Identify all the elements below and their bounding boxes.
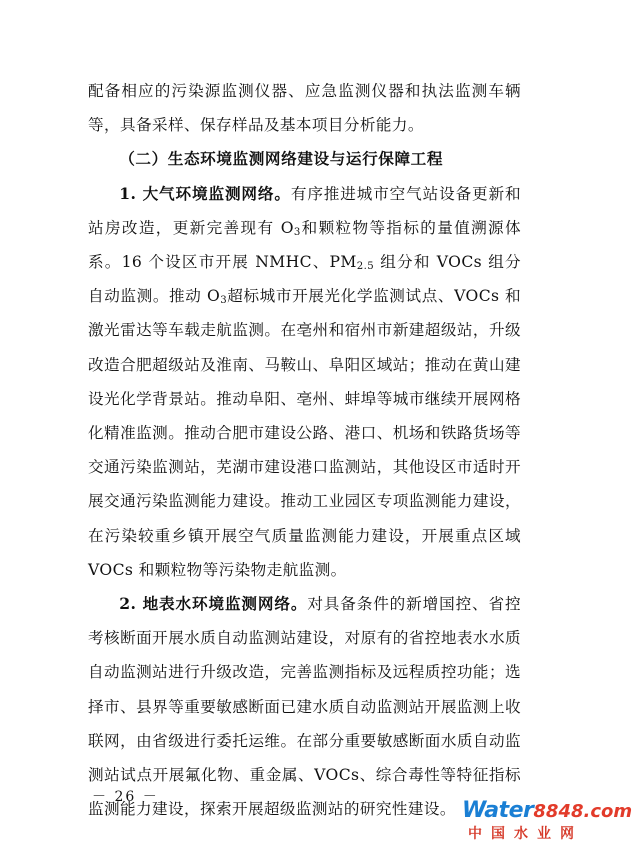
- paragraph-lead-air: 1. 大气环境监测网络。: [119, 183, 291, 203]
- paragraph-air-text-4: 超标城市开展光化学监测试点、VOCs 和激光雷达等车载走航监测。在亳州和宿州市新建超级站，升级改造合肥超级站及淮南、马鞍山、阜阳区域站；推动在黄山建设光化学背景站。推动阜阳、亳州、蚌埠等城市继续开展网格化精准监测。推动合肥市建设公路、港口、机场和铁路货场等交通污染监测站，芜湖市建设港口监测站，其他设区市适时开展交通污染监测能力建设。推动工业园区专项监测能力建设，在污染较重乡镇开展空气质量监测能力建设，开展重点区域 VOCs 和颗粒物等污染物走航监测。: [88, 287, 522, 579]
- watermark-chinese: 中国水业网: [468, 826, 583, 842]
- watermark-brand: Water: [462, 798, 534, 823]
- watermark-top-line: [462, 798, 632, 823]
- paragraph-lead-water: 2. 地表水环境监测网络。: [119, 594, 308, 614]
- watermark-logo: [462, 798, 632, 842]
- section-heading: （二）生态环境监测网络建设与运行保障工程: [119, 149, 444, 169]
- watermark-suffix: .com: [583, 801, 632, 822]
- paragraph-water-text: 对具备条件的新增国控、省控考核断面开展水质自动监测站建设，对原有的省控地表水水质自动监测站进行升级改造，完善监测指标及远程质控功能；选择市、县界等重要敏感断面已建水质自动监测站开展监测上收联网，由省级进行委托运维。在部分重要敏感断面水质自动监测站试点开展氟化物、重金属、VOCs、综合毒性等特征指标监测能力建设，探索开展超级监测站的研究性建设。: [88, 595, 521, 819]
- paragraph-air-text-2: 和颗粒物等指标的量值溯源体系。16 个设区市开展 NMHC、PM: [88, 218, 521, 272]
- subscript-pm25: 2.5: [356, 261, 375, 273]
- subscript-o3-2: 3: [220, 295, 228, 307]
- paragraph-air-text-1: 有序推进城市空气站设备更新和站房改造，更新完善现有 O: [88, 184, 521, 237]
- body-text: [88, 74, 521, 826]
- subscript-o3-1: 3: [293, 226, 301, 238]
- page-number: － 26 －: [92, 789, 159, 805]
- paragraph-1: 配备相应的污染源监测仪器、应急监测仪器和执法监测车辆等，具备采样、保存样品及基本项目分析能力。: [88, 82, 521, 135]
- paragraph-air-monitoring: [88, 177, 521, 587]
- paragraph-air-text-3: 组分和 VOCs 组分自动监测。推动 O: [88, 253, 521, 306]
- watermark-number: 8848: [533, 801, 584, 822]
